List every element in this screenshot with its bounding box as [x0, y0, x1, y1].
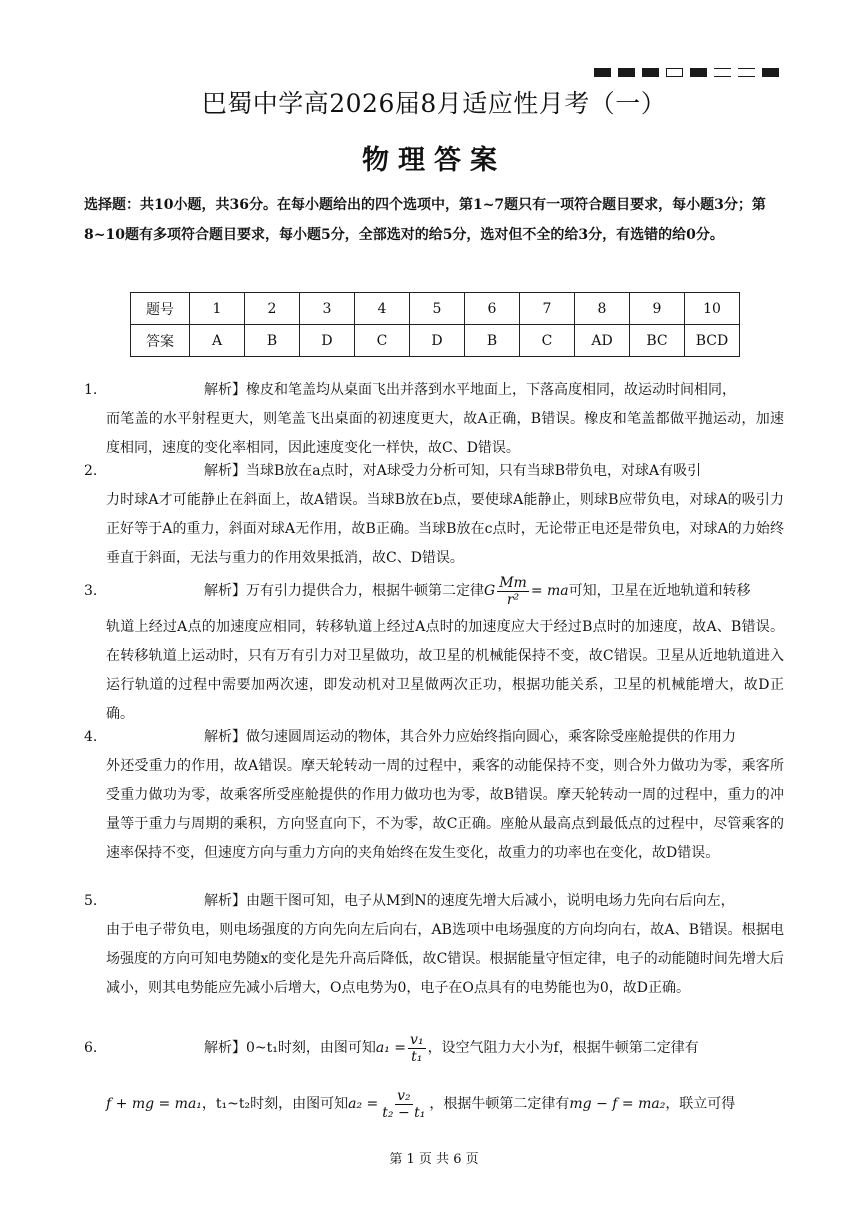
question-cell: 7: [520, 293, 575, 325]
explanation-4: [84, 723, 784, 868]
answer-cell: A: [190, 325, 245, 357]
explanation-text: 0~t₁时刻，由图可知: [246, 1040, 376, 1056]
question-cell: 6: [465, 293, 520, 325]
answer-row: [131, 325, 740, 357]
explanation-number: 2.: [84, 463, 98, 479]
question-cell: 9: [630, 293, 685, 325]
a2-formula: [348, 1084, 429, 1124]
explanation-label: 解析】: [204, 463, 246, 479]
explanation-text: ，联立可得: [665, 1096, 736, 1112]
answer-cell: C: [520, 325, 575, 357]
question-cell: 10: [685, 293, 740, 325]
question-cell: 8: [575, 293, 630, 325]
explanation-text: 力时球A才可能静止在斜面上，故A错误。当球B放在b点，要使球A能静止，则球B应带负电，对球A的吸引力正好等于A的重力，斜面对球A无作用，故B正确。当球B放在c点时，无论带正电还是带负电，对球A的力始终垂直于斜面，无法与重力的作用效果抵消，故C、D错误。: [106, 492, 784, 566]
fraction-denominator: t₂ − t₁: [382, 1104, 426, 1121]
explanation-text: 做匀速圆周运动的物体，其合外力应始终指向圆心，乘客除受座舱提供的作用力: [246, 729, 736, 745]
formula-symbol: G: [484, 583, 496, 599]
mark-hollow: [714, 68, 731, 77]
explanation-6: [84, 1028, 784, 1124]
answer-cell: BCD: [685, 325, 740, 357]
mark-filled: [594, 68, 611, 77]
explanation-text: 橡皮和笔盖均从桌面飞出并落到水平地面上，下落高度相同，故运动时间相同，: [246, 382, 736, 398]
explanation-label: 解析】: [204, 893, 246, 909]
answer-cell: D: [300, 325, 355, 357]
header-label-cell: 题号: [131, 293, 190, 325]
formula-lhs: a₁ =: [375, 1040, 407, 1056]
explanation-number: 5.: [84, 893, 98, 909]
equation: f + mg = ma₁: [106, 1096, 202, 1112]
a1-formula: [376, 1028, 428, 1068]
question-cell: 2: [245, 293, 300, 325]
mark-hollow: [738, 68, 755, 77]
explanation-label: 解析】: [204, 1040, 246, 1056]
explanation-text: ，根据牛顿第二定律有: [429, 1096, 570, 1112]
mark-filled: [762, 68, 779, 77]
fraction: [408, 1032, 426, 1065]
fraction: [497, 575, 529, 608]
explanation-number: 1.: [84, 382, 98, 398]
subject-title: 物理答案: [362, 145, 506, 176]
explanation-text: 而笔盖的水平射程更大，则笔盖飞出桌面的初速度更大，故A正确，B错误。橡皮和笔盖都做平抛运动，加速度相同，速度的变化率相同，因此速度变化一样快，故C、D错误。: [106, 411, 784, 456]
answer-cell: D: [410, 325, 465, 357]
explanation-text: 万有引力提供合力，根据牛顿第二定律: [246, 583, 484, 599]
question-cell: 3: [300, 293, 355, 325]
question-cell: 5: [410, 293, 465, 325]
fraction-numerator: v₁: [410, 1031, 424, 1048]
explanation-number: 6.: [84, 1040, 98, 1056]
equation: mg − f = ma₂: [569, 1096, 666, 1112]
explanation-3: [84, 573, 784, 729]
explanation-label: 解析】: [204, 729, 246, 745]
page-footer: 第 1 页 共 6 页: [389, 1152, 479, 1167]
explanation-number: 3.: [84, 583, 98, 599]
school-title: 巴蜀中学高2026届8月适应性月考（一）: [201, 89, 667, 118]
explanation-text: 可知，卫星在近地轨道和转移: [568, 583, 751, 599]
explanation-text: ，设空气阻力大小为f，根据牛顿第二定律有: [427, 1040, 699, 1056]
answer-cell: AD: [575, 325, 630, 357]
mark-filled: [618, 68, 635, 77]
answer-cell: B: [245, 325, 300, 357]
explanation-label: 解析】: [204, 382, 246, 398]
fraction-denominator: t₁: [411, 1048, 423, 1065]
explanation-text: 由于电子带负电，则电场强度的方向先向左后向右，AB选项中电场强度的方向均向右，故A、B错误。根据电场强度的方向可知电势随x的变化是先升高后降低，故C错误。根据能量守恒定律，电子的动能随时间先增大后减小，则其电势能应先减小后增大，O点电势为0，电子在O点具有的电势能也为0，故D正确。: [106, 922, 784, 996]
answer-cell: B: [465, 325, 520, 357]
explanation-1: [84, 376, 784, 463]
gravity-formula: [484, 573, 569, 609]
fraction-numerator: v₂: [397, 1087, 411, 1104]
explanation-number: 4.: [84, 729, 98, 745]
answer-cell: BC: [630, 325, 685, 357]
mark-outline: [666, 68, 683, 77]
explanation-2: [84, 457, 784, 573]
header-marks: [594, 68, 779, 77]
fraction: [380, 1088, 427, 1121]
explanation-text: 轨道上经过A点的加速度应相同，转移轨道上经过A点时的加速度应大于经过B点时的加速度，故A、B错误。在转移轨道上运动时，只有万有引力对卫星做功，故卫星的机械能保持不变，故C错误。卫星从近地轨道进入运行轨道的过程中需要加两次速，即发动机对卫星做两次正功，根据功能关系，卫星的机械能增大，故D正确。: [106, 619, 784, 722]
answer-label-cell: 答案: [131, 325, 190, 357]
question-cell: 4: [355, 293, 410, 325]
fraction-numerator: Mm: [499, 574, 527, 591]
mark-filled: [690, 68, 707, 77]
section-intro: 选择题：共10小题，共36分。在每小题给出的四个选项中，第1~7题只有一项符合题目要求，每小题3分；第8~10题有多项符合题目要求，每小题5分，全部选对的给5分，选对但不全的给3分，有选错的给0分。: [84, 197, 766, 243]
explanation-text: ，t₁~t₂时刻，由图可知: [201, 1096, 349, 1112]
explanation-5: [84, 887, 784, 1003]
answer-cell: C: [355, 325, 410, 357]
fraction-denominator: r²: [506, 591, 520, 608]
explanation-text: 当球B放在a点时，对A球受力分析可知，只有当球B带负电，对球A有吸引: [246, 463, 702, 479]
formula-lhs: a₂ =: [348, 1096, 379, 1112]
answer-table: [130, 292, 740, 357]
formula-rhs: = ma: [530, 583, 569, 599]
explanation-text: 由题干图可知，电子从M到N的速度先增大后减小，说明电场力先向右后向左，: [246, 893, 735, 909]
explanation-line: [84, 1084, 784, 1124]
question-row: [131, 293, 740, 325]
explanation-label: 解析】: [204, 583, 246, 599]
question-cell: 1: [190, 293, 245, 325]
mark-filled: [642, 68, 659, 77]
explanation-text: 外还受重力的作用，故A错误。摩天轮转动一周的过程中，乘客的动能保持不变，则合外力做功为零，乘客所受重力做功为零，故乘客所受座舱提供的作用力做功也为零，故B错误。摩天轮转动一周的过程中，重力的冲量等于重力与周期的乘积，方向竖直向下，不为零，故C正确。座舱从最高点到最低点的过程中，尽管乘客的速率保持不变，但速度方向与重力方向的夹角始终在发生变化，故重力的功率也在变化，故D错误。: [106, 758, 784, 861]
